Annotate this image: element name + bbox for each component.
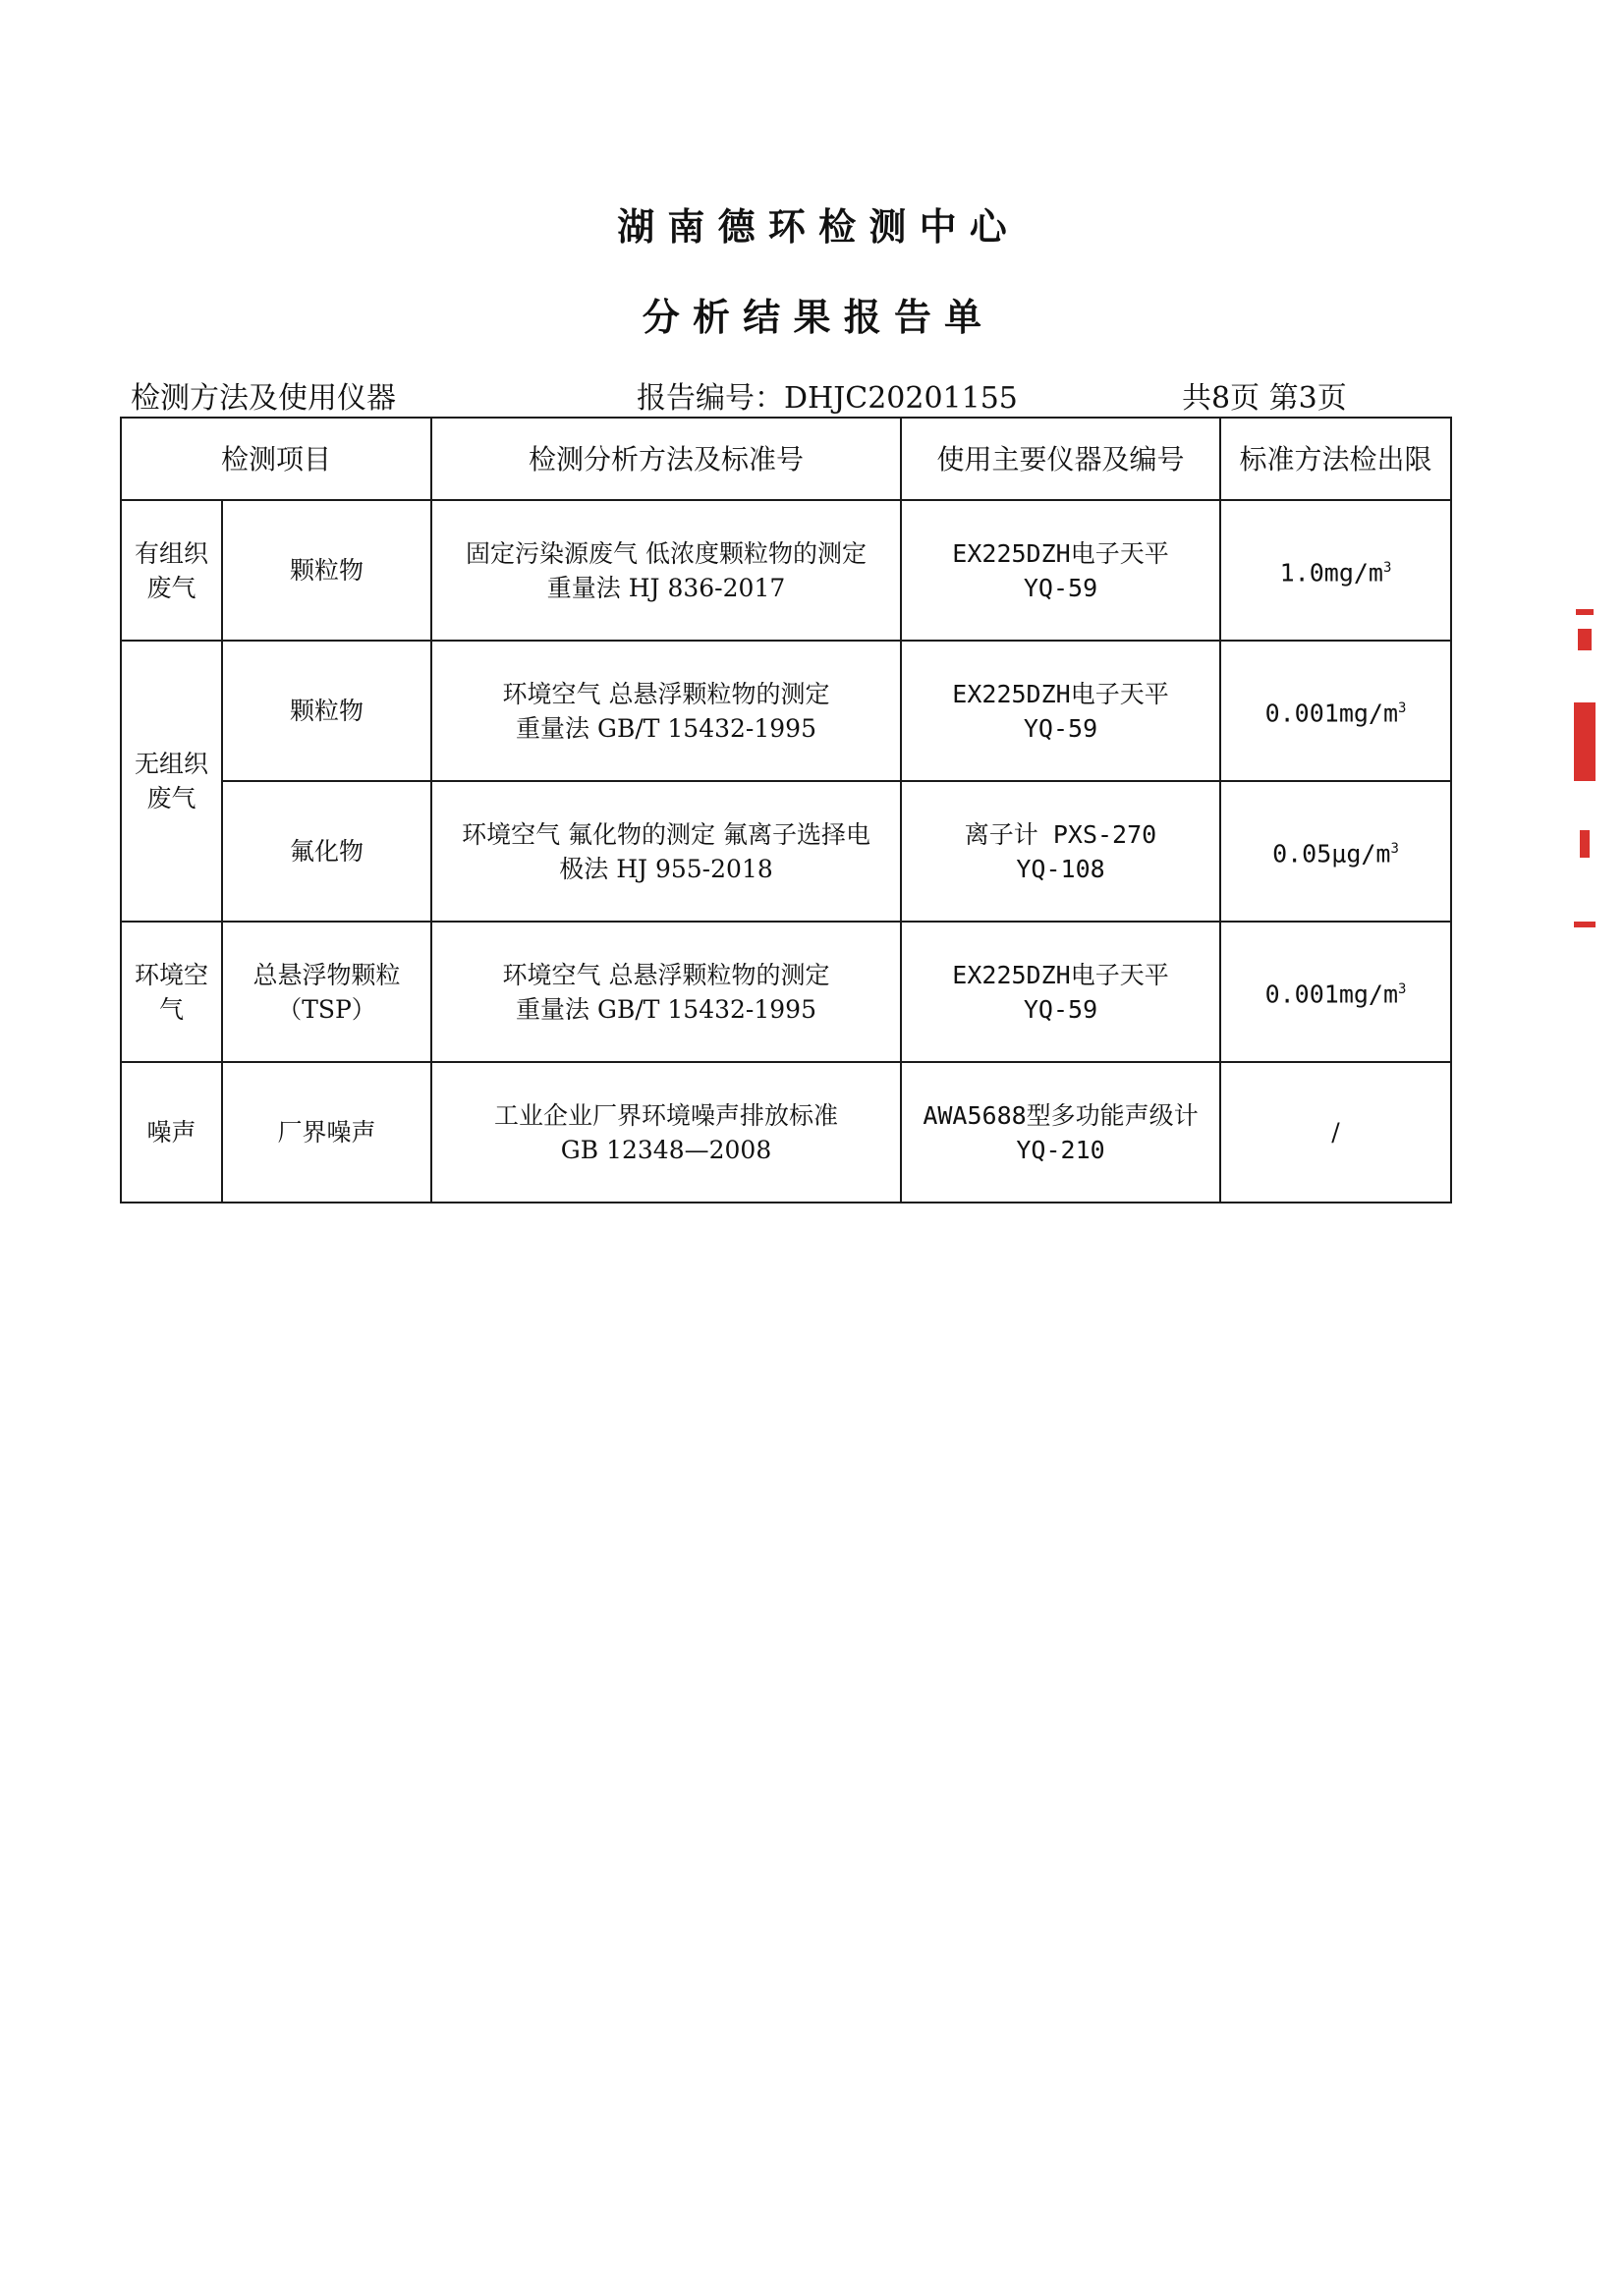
method-line: 环境空气 总悬浮颗粒物的测定 <box>502 679 830 708</box>
method-line: 极法 HJ 955-2018 <box>559 854 773 883</box>
category-line: 废气 <box>146 573 196 602</box>
instrument-line: YQ-59 <box>1023 713 1098 743</box>
method-cell <box>431 1062 901 1203</box>
instrument-cell <box>901 922 1220 1062</box>
category-cell <box>121 641 222 922</box>
instrument-cell <box>901 500 1220 641</box>
instrument-line: 离子计 PXS-270 <box>964 819 1157 849</box>
item-line: 总悬浮物颗粒 <box>252 960 401 989</box>
header-method: 检测分析方法及标准号 <box>431 418 901 500</box>
method-line: 固定污染源废气 低浓度颗粒物的测定 <box>466 538 867 568</box>
category-line: 无组织 <box>134 750 208 778</box>
item-cell <box>222 922 431 1062</box>
instrument-cell <box>901 781 1220 922</box>
method-cell <box>431 781 901 922</box>
organization-title: 湖 南 德 环 检 测 中 心 <box>617 205 1007 249</box>
limit-value: 0.001mg/m <box>1264 699 1399 728</box>
instrument-line: EX225DZH电子天平 <box>952 679 1169 708</box>
instrument-cell <box>901 641 1220 781</box>
instrument-line: EX225DZH电子天平 <box>952 960 1169 989</box>
seal-stamp-edge <box>1570 609 1599 933</box>
table-row <box>121 1062 1451 1203</box>
method-line: 环境空气 氟化物的测定 氟离子选择电 <box>462 819 870 849</box>
limit-superscript: 3 <box>1382 559 1392 576</box>
table-header-row <box>121 418 1451 500</box>
item-cell: 氟化物 <box>222 781 431 922</box>
method-line: 环境空气 总悬浮颗粒物的测定 <box>502 960 830 989</box>
method-line: 重量法 HJ 836-2017 <box>546 573 786 602</box>
item-cell: 颗粒物 <box>222 500 431 641</box>
table-row <box>121 781 1451 922</box>
category-cell <box>121 922 222 1062</box>
method-cell <box>431 922 901 1062</box>
method-cell <box>431 641 901 781</box>
table-row <box>121 641 1451 781</box>
page-indicator: 共8页 第3页 <box>1182 381 1347 416</box>
limit-value: 1.0mg/m <box>1279 558 1383 588</box>
limit-cell <box>1220 641 1451 781</box>
report-number-value: DHJC20201155 <box>784 381 1018 416</box>
category-line: 气 <box>158 994 184 1024</box>
document-title: 分 析 结 果 报 告 单 <box>642 296 982 339</box>
method-line: 重量法 GB/T 15432-1995 <box>516 994 816 1024</box>
category-cell <box>121 1062 222 1203</box>
instrument-cell <box>901 1062 1220 1203</box>
item-cell: 厂界噪声 <box>222 1062 431 1203</box>
method-line: 重量法 GB/T 15432-1995 <box>516 713 816 743</box>
instrument-line: AWA5688型多功能声级计 <box>923 1100 1199 1130</box>
method-cell <box>431 500 901 641</box>
category-cell <box>121 500 222 641</box>
instrument-line: YQ-59 <box>1023 573 1098 602</box>
report-number <box>637 373 1018 417</box>
table-row <box>121 500 1451 641</box>
limit-superscript: 3 <box>1398 980 1407 997</box>
instrument-line: YQ-108 <box>1016 854 1105 883</box>
limit-cell: / <box>1220 1062 1451 1203</box>
limit-cell <box>1220 781 1451 922</box>
item-cell: 颗粒物 <box>222 641 431 781</box>
header-instrument: 使用主要仪器及编号 <box>901 418 1220 500</box>
item-line: （TSP） <box>277 994 376 1024</box>
instrument-line: EX225DZH电子天平 <box>952 538 1169 568</box>
section-label: 检测方法及使用仪器 <box>131 381 396 416</box>
category-line: 噪声 <box>146 1118 196 1147</box>
instrument-line: YQ-59 <box>1023 994 1098 1024</box>
limit-superscript: 3 <box>1390 840 1399 857</box>
category-line: 有组织 <box>134 538 208 568</box>
limit-value: 0.001mg/m <box>1264 980 1399 1009</box>
instrument-line: YQ-210 <box>1016 1135 1105 1164</box>
method-line: 工业企业厂界环境噪声排放标准 <box>494 1100 839 1130</box>
limit-cell <box>1220 922 1451 1062</box>
limit-superscript: 3 <box>1398 700 1407 716</box>
header-item: 检测项目 <box>121 418 431 500</box>
limit-value: 0.05μg/m <box>1272 839 1391 868</box>
report-number-label: 报告编号： <box>637 381 784 416</box>
limit-cell <box>1220 500 1451 641</box>
table-row <box>121 922 1451 1062</box>
category-line: 废气 <box>146 784 196 812</box>
category-line: 环境空 <box>134 960 208 989</box>
method-line: GB 12348—2008 <box>560 1135 772 1164</box>
methods-table <box>120 417 1452 1203</box>
header-limit: 标准方法检出限 <box>1220 418 1451 500</box>
